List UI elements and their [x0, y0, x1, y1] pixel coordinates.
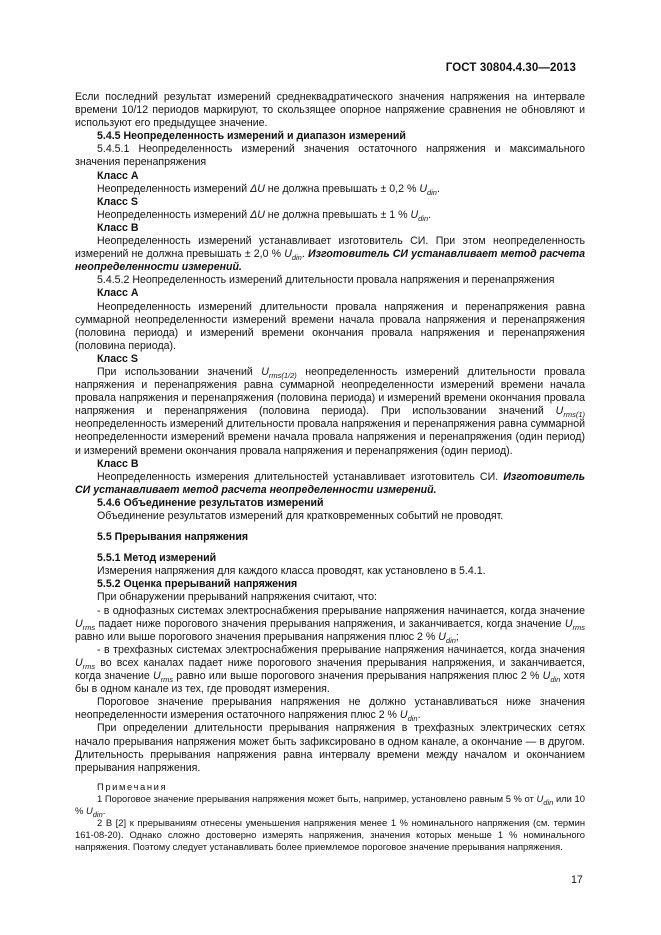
text-fragment: Неопределенность измерений устанавливает изготовитель СИ. При этом неопределенность измерений не должна превышать ± 2,0 %	[75, 235, 585, 261]
page-number: 17	[571, 874, 583, 886]
section-heading-5-5-1: 5.5.1 Метод измерений	[97, 552, 217, 565]
section-heading-5-4-5: 5.4.5 Неопределенность измерений и диапазон измерений	[97, 130, 406, 143]
text-fragment: - в трехфазных системах электроснабжения прерывание напряжения начинается, когда значения	[97, 643, 585, 656]
text-fragment: Пороговое значение прерывания напряжения не должно устанавливаться ниже значения неопределенности измерения остаточного напряжения плюс 2 %	[75, 696, 585, 722]
intro-paragraph: Если последний результат измерений среднеквадратического значения напряжения на интервале времени 10/12 периодов маркируют, то скользящее опорное напряжение сравнения не обновляют и используют его предыдущее значение.	[75, 91, 585, 130]
paragraph-5-5-2-intro: При обнаружении прерываний напряжения считают, что:	[97, 591, 377, 604]
page-content	[75, 91, 585, 853]
delta-u-symbol: ΔU	[250, 182, 265, 195]
notes-title: Примечания	[97, 780, 168, 792]
list-item-single-phase	[75, 605, 585, 644]
din-subscript: din	[543, 797, 554, 807]
paragraph-5-4-5-1: 5.4.5.1 Неопределенность измерений значения остаточного напряжения и максимального значения перенапряжения	[75, 143, 585, 169]
paragraph-5-4-5-2: 5.4.5.2 Неопределенность измерений длительности провала напряжения и перенапряжения	[97, 274, 555, 287]
punct: .	[102, 804, 106, 816]
text-fragment: неопределенность измерений длительности провала напряжения и перенапряжения равна суммарной неопределенности измерений времени начала провала напряжения и перенапряжения (один период) и измерений времени окончания провала напряжения и перенапряжения (один период).	[75, 418, 585, 457]
paragraph-5-4-5-1-class-s	[75, 209, 585, 222]
rms-subscript: rms	[82, 622, 96, 632]
u-symbol: U	[85, 804, 93, 816]
punct: .	[301, 248, 305, 261]
text-fragment: неопределенность измерений длительности провала напряжения и перенапряжения равна суммарной неопределенности измерений времени начала провала напряжения и перенапряжения (половина периода) и измерений времени окончания провала напряжения и перенапряжения (половина периода). При использовании значений	[75, 365, 585, 418]
din-subscript: din	[418, 213, 429, 223]
paragraph-threshold	[75, 696, 585, 722]
paragraph-5-4-5-1-class-a	[75, 183, 585, 196]
class-s-heading: Класс S	[97, 352, 138, 365]
class-s-heading: Класс S	[97, 195, 138, 208]
text-fragment: падает ниже порогового значения прерывания напряжения, и заканчивается, когда значение	[95, 617, 565, 630]
din-subscript: din	[407, 714, 418, 724]
paragraph-5-4-5-2-class-b	[75, 471, 585, 497]
rms-subscript: rms	[572, 622, 585, 632]
paragraph-5-5-1: Измерения напряжения для каждого класса проводят, как установлено в 5.4.1.	[97, 565, 486, 578]
delta-u-symbol: ΔU	[250, 208, 265, 221]
u-symbol: U	[284, 248, 292, 261]
paragraph-5-4-5-2-class-s	[75, 366, 585, 458]
text-fragment: равно или выше порогового значения прерывания напряжения плюс 2 %	[75, 630, 439, 643]
text-fragment: Неопределенность измерений	[97, 208, 251, 221]
spacer	[75, 544, 585, 552]
u-symbol: U	[419, 182, 427, 195]
text-fragment: 1 Пороговое значение прерывания напряжения может быть, например, установлено равным 5 % от	[97, 792, 537, 804]
manufacturer-method-note: Изготовитель СИ устанавливает метод расчета неопределенности измерений.	[75, 248, 585, 274]
text-fragment: Неопределенность измерения длительностей устанавливает изготовитель СИ.	[97, 470, 504, 483]
din-subscript: din	[92, 809, 103, 819]
paragraph-5-4-6: Объединение результатов измерений для кратковременных событий не проводят.	[97, 510, 504, 522]
spacer	[75, 523, 585, 531]
punct: .	[417, 709, 421, 722]
punct: ;	[455, 630, 459, 643]
u-symbol: U	[261, 365, 269, 378]
punct: .	[428, 208, 432, 221]
din-subscript: din	[550, 675, 561, 685]
u-symbol: U	[555, 405, 564, 418]
notes-block	[75, 781, 585, 853]
note-1	[75, 793, 585, 817]
text-fragment: или 10 %	[75, 792, 585, 816]
punct: .	[436, 182, 440, 195]
rms-half-subscript: rms(1/2)	[268, 371, 297, 381]
note-2: 2 В [2] к прерываниям отнесены уменьшения напряжения менее 1 % номинального напряжения (см. термин 161-08-20). Однако сложно достоверно измерять напряжения, значения которых меньше 1 % номинального напряжения. Поэтому следует устанавливать более приемлемое пороговое значение прерывания напряжения.	[75, 816, 585, 852]
class-b-heading: Класс В	[97, 457, 139, 470]
section-heading-5-5-2: 5.5.2 Оценка прерываний напряжения	[97, 578, 298, 591]
text-fragment: равно или выше порогового значения прерывания напряжения плюс 2 %	[173, 670, 543, 683]
list-item-three-phase	[75, 644, 585, 696]
class-b-heading: Класс В	[97, 221, 139, 234]
u-symbol: U	[75, 656, 83, 669]
u-symbol: U	[438, 630, 446, 643]
text-fragment: Неопределенность измерений	[97, 182, 251, 195]
din-subscript: din	[426, 187, 437, 197]
manufacturer-method-note: Изготовитель СИ устанавливает метод расчета неопределенности измерений.	[75, 470, 585, 496]
standard-header: ГОСТ 30804.4.30—2013	[445, 62, 576, 74]
rms-subscript: rms	[160, 675, 174, 685]
rms-subscript: rms	[82, 662, 96, 672]
din-subscript: din	[291, 253, 302, 263]
text-fragment: При использовании значений	[97, 365, 262, 378]
paragraph-duration: При определении длительности прерывания напряжения в трехфазных электрических сетях начало прерывания напряжения может быть зафиксировано в одном канале, а окончание — в другом. Длительность прерывания напряжения равна интервалу времени между началом и окончанием прерывания напряжения.	[75, 722, 585, 774]
section-heading-5-4-6: 5.4.6 Объединение результатов измерений	[97, 496, 324, 509]
din-subscript: din	[445, 635, 456, 645]
u-symbol: U	[410, 208, 419, 221]
u-symbol: U	[153, 670, 161, 683]
u-symbol: U	[564, 617, 573, 630]
class-a-heading: Класс А	[97, 169, 139, 182]
text-fragment: хотя бы в одном канале из тех, где проводят измерения.	[75, 670, 585, 696]
u-symbol: U	[75, 617, 83, 630]
class-a-heading: Класс А	[97, 287, 139, 300]
u-symbol: U	[536, 792, 544, 804]
text-fragment: - в однофазных системах электроснабжения прерывание напряжения начинается, когда значение	[97, 604, 585, 617]
text-fragment: во всех каналах падает ниже порогового значения прерывания напряжения, и заканчивается, когда значение	[75, 656, 585, 683]
u-symbol: U	[542, 670, 551, 683]
paragraph-5-4-5-1-class-b	[75, 235, 585, 274]
section-heading-5-5: 5.5 Прерывания напряжения	[97, 531, 249, 544]
text-fragment: не должна превышать ± 1 %	[264, 208, 411, 221]
paragraph-5-4-5-2-class-a: Неопределенность измерений длительности провала напряжения и перенапряжения равна суммарной неопределенности измерений времени начала провала напряжения и перенапряжения (половина периода) и измерений времени окончания провала напряжения и перенапряжения (половина периода).	[75, 300, 585, 352]
u-symbol: U	[399, 709, 408, 722]
text-fragment: не должна превышать ± 0,2 %	[264, 182, 420, 195]
rms-one-subscript: rms(1)	[563, 410, 585, 420]
